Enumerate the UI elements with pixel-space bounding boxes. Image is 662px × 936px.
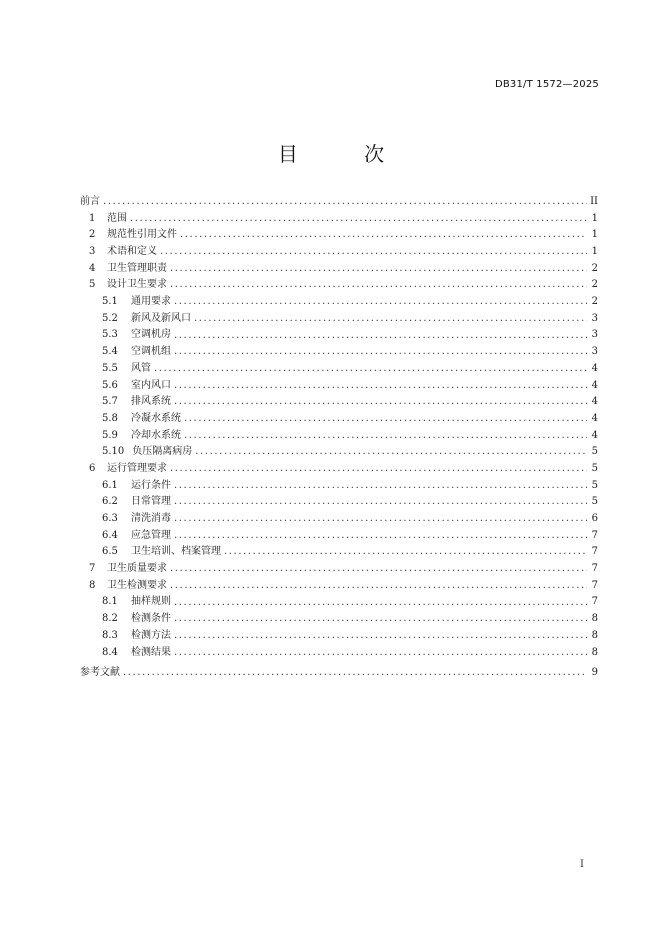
toc-dot-leader	[174, 478, 587, 495]
toc-entry-page: 8	[591, 629, 598, 641]
toc-entry[interactable]	[80, 461, 598, 478]
toc-entry-title: 通用要求	[131, 296, 171, 308]
toc-entry-title: 卫生检测要求	[107, 579, 167, 591]
toc-entry-page: 2	[591, 296, 598, 308]
toc-entry[interactable]	[80, 361, 598, 378]
toc-entry-number: 6.5	[102, 546, 118, 558]
toc-entry-number: 6.3	[102, 513, 118, 525]
toc-entry-number: 5.2	[102, 312, 118, 324]
toc-dot-leader	[174, 611, 587, 628]
toc-dot-leader	[174, 494, 587, 511]
toc-entry[interactable]	[80, 411, 598, 428]
page-title: 目 次	[277, 142, 415, 166]
toc-entry[interactable]	[80, 378, 598, 395]
toc-entry-title: 风管	[131, 362, 151, 374]
toc-entry-page: 3	[591, 346, 598, 358]
document-code: DB31/T 1572—2025	[494, 79, 599, 90]
toc-entry-page: 2	[591, 279, 598, 291]
toc-entry[interactable]	[80, 344, 598, 361]
toc-entry-page: 9	[591, 667, 598, 679]
toc-entry-number: 5.8	[102, 412, 118, 424]
toc-entry-page: 5	[591, 462, 598, 474]
toc-entry-page: 6	[591, 513, 598, 525]
toc-entry-page: 7	[591, 529, 598, 541]
toc-dot-leader	[174, 328, 587, 345]
toc-entry-number: 8.3	[102, 629, 118, 641]
toc-dot-leader	[170, 578, 587, 595]
toc-dot-leader	[170, 461, 587, 478]
toc-entry-number: 8.4	[102, 646, 118, 658]
toc-entry-title: 空调机组	[131, 346, 171, 358]
toc-entry-number: 8.2	[102, 613, 118, 625]
toc-entry-number: 5	[89, 279, 96, 291]
toc-entry[interactable]	[80, 211, 598, 228]
toc-entry-page: 1	[591, 229, 598, 241]
toc-dot-leader	[170, 561, 587, 578]
toc-dot-leader	[170, 277, 587, 294]
toc-dot-leader	[224, 544, 587, 561]
toc-entry-page: 1	[591, 212, 598, 224]
toc-entry-title: 规范性引用文件	[107, 229, 177, 241]
toc-entry-page: 2	[591, 262, 598, 274]
toc-entry-page: 3	[591, 329, 598, 341]
toc-entry-number: 4	[89, 262, 96, 274]
toc-dot-leader	[154, 361, 587, 378]
toc-entry-title: 检测条件	[131, 613, 171, 625]
toc-entry-page: 7	[591, 579, 598, 591]
toc-entry-page: 7	[591, 546, 598, 558]
toc-dot-leader	[174, 595, 587, 612]
toc-entry-number: 5.10	[102, 446, 125, 458]
toc-entry-page: 4	[591, 396, 598, 408]
toc-entry[interactable]	[80, 611, 598, 628]
toc-entry-title: 冷却水系统	[131, 429, 181, 441]
toc-dot-leader	[174, 378, 587, 395]
toc-entry-number: 5.3	[102, 329, 118, 341]
toc-dot-leader	[123, 665, 587, 682]
toc-entry-page: II	[590, 195, 598, 207]
toc-entry-title: 抽样规则	[131, 596, 171, 608]
toc-entry[interactable]	[80, 428, 598, 445]
toc-entry[interactable]	[80, 511, 598, 528]
toc-entry[interactable]	[80, 645, 598, 662]
toc-entry[interactable]	[80, 595, 598, 612]
toc-entry[interactable]	[80, 494, 598, 511]
toc-dot-leader	[170, 261, 587, 278]
toc-dot-leader	[180, 227, 587, 244]
toc-entry-title: 排风系统	[131, 396, 171, 408]
toc-entry-page: 3	[591, 312, 598, 324]
toc-entry-number: 5.7	[102, 396, 118, 408]
toc-entry-number: 7	[89, 563, 96, 575]
toc-entry-title: 清洗消毒	[131, 513, 171, 525]
page-number: I	[580, 859, 584, 870]
toc-entry-title: 参考文献	[80, 667, 120, 679]
toc-entry[interactable]	[80, 544, 598, 561]
toc-dot-leader	[174, 645, 587, 662]
toc-entry[interactable]	[80, 311, 598, 328]
toc-dot-leader	[194, 311, 587, 328]
toc-entry-number: 5.9	[102, 429, 118, 441]
toc-entry-title: 检测方法	[131, 629, 171, 641]
toc-entry[interactable]	[80, 528, 598, 545]
toc-entry-title: 设计卫生要求	[107, 279, 167, 291]
toc-entry-title: 新风及新风口	[131, 312, 191, 324]
toc-entry[interactable]	[80, 478, 598, 495]
toc-entry-number: 5.4	[102, 346, 118, 358]
toc-entry-number: 8.1	[102, 596, 118, 608]
toc-entry-page: 5	[591, 496, 598, 508]
toc-entry-number: 5.6	[102, 379, 118, 391]
toc-entry-page: 4	[591, 362, 598, 374]
toc-entry-title: 运行管理要求	[107, 462, 167, 474]
toc-entry-page: 8	[591, 613, 598, 625]
toc-dot-leader	[174, 528, 587, 545]
toc-entry-number: 1	[89, 212, 96, 224]
toc-entry-number: 6.2	[102, 496, 118, 508]
toc-dot-leader	[174, 294, 587, 311]
toc-entry-title: 运行条件	[131, 479, 171, 491]
toc-entry-number: 6.4	[102, 529, 118, 541]
toc-entry[interactable]	[80, 244, 598, 261]
toc-entry-title: 空调机房	[131, 329, 171, 341]
toc-entry-title: 卫生质量要求	[107, 563, 167, 575]
toc-entry[interactable]	[80, 444, 598, 461]
toc-entry[interactable]	[80, 578, 598, 595]
toc-entry-title: 前言	[80, 195, 100, 207]
toc-entry-page: 5	[591, 446, 598, 458]
toc-entry-title: 冷凝水系统	[131, 412, 181, 424]
toc-entry-page: 7	[591, 563, 598, 575]
toc-entry-title: 检测结果	[131, 646, 171, 658]
toc-entry-number: 5.1	[102, 296, 118, 308]
toc-dot-leader	[130, 211, 587, 228]
toc-dot-leader	[160, 244, 587, 261]
toc-dot-leader	[195, 444, 587, 461]
toc-entry-number: 2	[89, 229, 96, 241]
toc-entry[interactable]	[80, 561, 598, 578]
toc-entry-number: 6.1	[102, 479, 118, 491]
toc-entry-page: 4	[591, 412, 598, 424]
toc-entry[interactable]	[80, 261, 598, 278]
toc-entry-number: 5.5	[102, 362, 118, 374]
toc-dot-leader	[174, 511, 587, 528]
toc-entry[interactable]	[80, 328, 598, 345]
toc-dot-leader	[184, 428, 587, 445]
toc-dot-leader	[174, 628, 587, 645]
toc-entry-title: 日常管理	[131, 496, 171, 508]
toc-entry[interactable]	[80, 277, 598, 294]
toc-entry[interactable]	[80, 194, 598, 211]
toc-entry-title: 负压隔离病房	[132, 446, 193, 458]
toc-dot-leader	[174, 394, 587, 411]
toc-entry-page: 5	[591, 479, 598, 491]
toc-entry-title: 卫生管理职责	[107, 262, 167, 274]
toc-dot-leader	[184, 411, 587, 428]
toc-entry-page: 1	[591, 246, 598, 258]
toc-entry-number: 8	[89, 579, 96, 591]
toc-entry-page: 8	[591, 646, 598, 658]
toc-entry-title: 卫生培训、档案管理	[131, 546, 221, 558]
toc-entry[interactable]	[80, 294, 598, 311]
table-of-contents	[80, 194, 598, 682]
toc-entry-number: 6	[89, 462, 96, 474]
toc-dot-leader	[174, 344, 587, 361]
toc-entry[interactable]	[80, 665, 598, 682]
toc-entry-title: 术语和定义	[107, 246, 157, 258]
toc-entry[interactable]	[80, 227, 598, 244]
toc-entry-title: 应急管理	[131, 529, 171, 541]
toc-entry[interactable]	[80, 394, 598, 411]
toc-dot-leader	[103, 194, 587, 211]
toc-entry-number: 3	[89, 246, 96, 258]
toc-entry[interactable]	[80, 628, 598, 645]
toc-entry-title: 范围	[107, 212, 127, 224]
toc-entry-title: 室内风口	[131, 379, 171, 391]
toc-entry-page: 7	[591, 596, 598, 608]
toc-entry-page: 4	[591, 379, 598, 391]
toc-entry-page: 4	[591, 429, 598, 441]
